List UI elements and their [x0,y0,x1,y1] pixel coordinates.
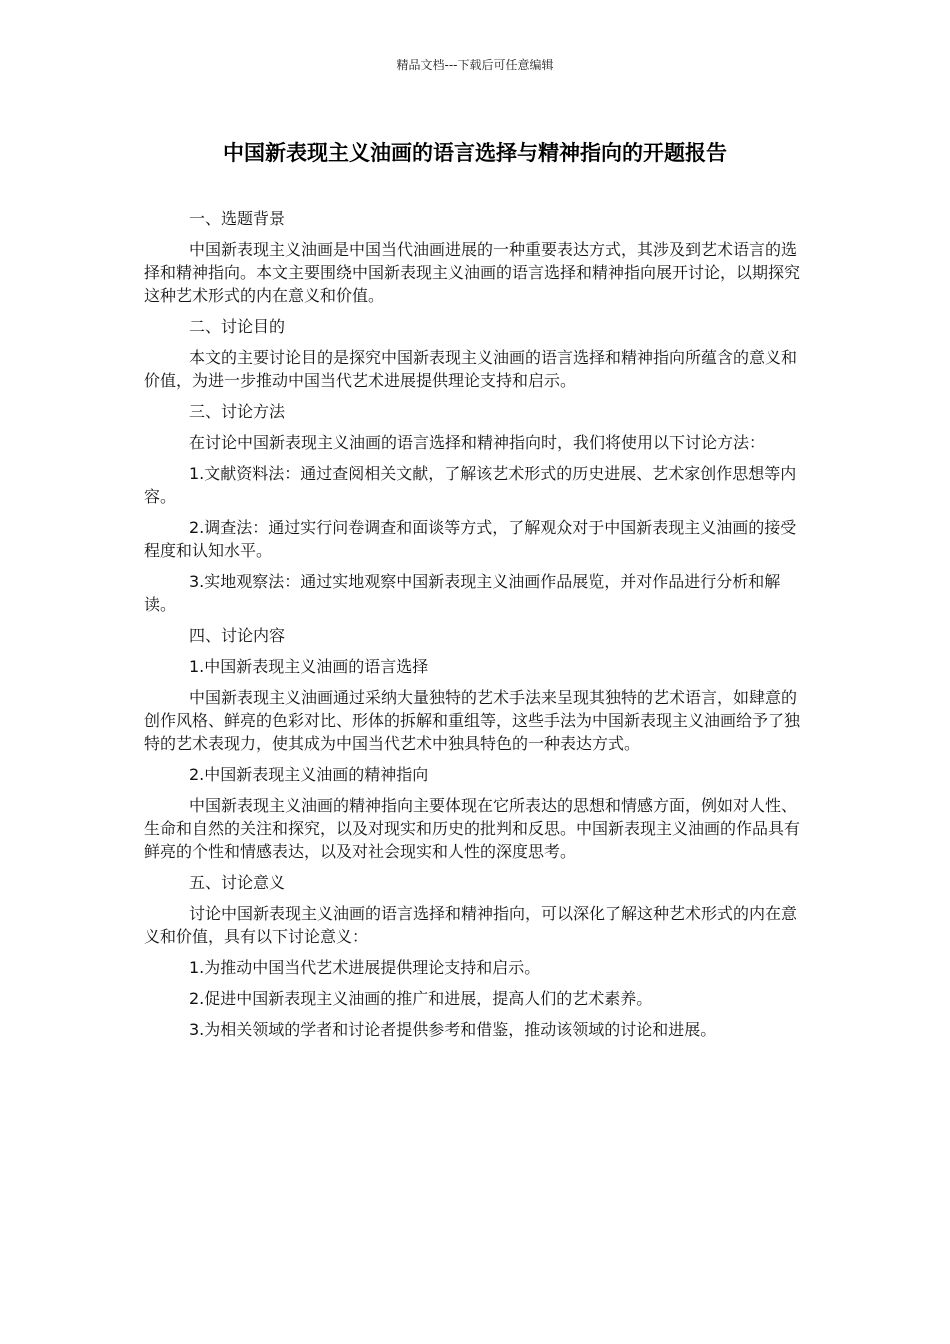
subheading-spiritual-direction: 2.中国新表现主义油画的精神指向 [189,765,429,784]
method-item-observation: 3.实地观察法：通过实地观察中国新表现主义油画作品展览，并对作品进行分析和解读。 [144,572,781,614]
method-item-literature: 1.文献资料法：通过查阅相关文献，了解该艺术形式的历史进展、艺术家创作思想等内容。 [144,464,797,506]
section-heading-content: 四、讨论内容 [189,626,286,645]
significance-item-promotion: 2.促进中国新表现主义油画的推广和进展，提高人们的艺术素养。 [189,989,653,1008]
paragraph-language-choice: 中国新表现主义油画通过采纳大量独特的艺术手法来呈现其独特的艺术语言，如肆意的创作风格、鲜亮的色彩对比、形体的拆解和重组等，这些手法为中国新表现主义油画给予了独特的艺术表现力，使其成为中国当代艺术中独具特色的一种表达方式。 [144,688,801,753]
paragraph-purpose: 本文的主要讨论目的是探究中国新表现主义油画的语言选择和精神指向所蕴含的意义和价值，为进一步推动中国当代艺术进展提供理论支持和启示。 [144,348,798,390]
subheading-language-choice: 1.中国新表现主义油画的语言选择 [189,657,429,676]
significance-item-reference: 3.为相关领域的学者和讨论者提供参考和借鉴，推动该领域的讨论和进展。 [189,1020,717,1039]
section-heading-methods: 三、讨论方法 [189,402,286,421]
method-item-survey: 2.调查法：通过实行问卷调查和面谈等方式，了解观众对于中国新表现主义油画的接受程度和认知水平。 [144,518,797,560]
paragraph-background: 中国新表现主义油画是中国当代油画进展的一种重要表达方式，其涉及到艺术语言的选择和精神指向。本文主要围绕中国新表现主义油画的语言选择和精神指向展开讨论，以期探究这种艺术形式的内在意义和价值。 [144,240,801,305]
section-heading-significance: 五、讨论意义 [189,873,286,892]
significance-item-theory: 1.为推动中国当代艺术进展提供理论支持和启示。 [189,958,541,977]
page-header-watermark: 精品文档---下载后可任意编辑 [396,58,554,72]
section-heading-background: 一、选题背景 [189,209,286,228]
paragraph-significance-intro: 讨论中国新表现主义油画的语言选择和精神指向，可以深化了解这种艺术形式的内在意义和价值，具有以下讨论意义： [144,904,798,946]
section-heading-purpose: 二、讨论目的 [189,317,286,336]
paragraph-methods-intro: 在讨论中国新表现主义油画的语言选择和精神指向时，我们将使用以下讨论方法： [189,433,766,452]
document-title: 中国新表现主义油画的语言选择与精神指向的开题报告 [223,141,727,165]
paragraph-spiritual-direction: 中国新表现主义油画的精神指向主要体现在它所表达的思想和情感方面，例如对人性、生命和自然的关注和探究，以及对现实和历史的批判和反思。中国新表现主义油画的作品具有鲜亮的个性和情感表达，以及对社会现实和人性的深度思考。 [144,796,801,861]
document-body [144,207,808,1041]
